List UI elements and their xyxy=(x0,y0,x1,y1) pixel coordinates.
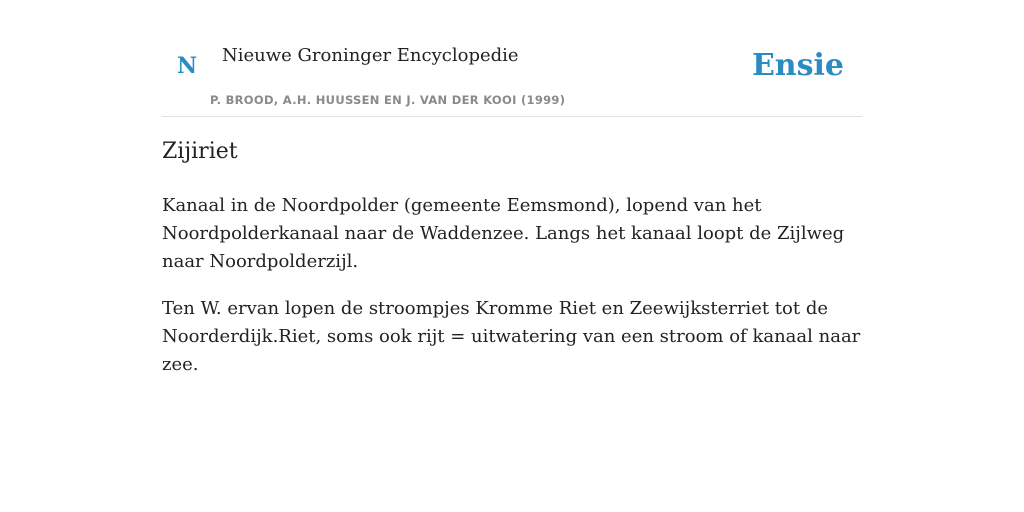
entry-paragraph: Ten W. ervan lopen de stroompjes Kromme Riet en Zeewijksterriet tot de Noorderdijk.Riet, soms ook rijt = uitwatering van een stroom of kanaal naar zee. xyxy=(162,298,861,375)
ensie-logo-link[interactable]: Ensie xyxy=(751,48,844,83)
book-logo-icon: N xyxy=(177,53,198,79)
entry-paragraph: Kanaal in de Noordpolder (gemeente Eemsmond), lopend van het Noordpolderkanaal naar de Waddenzee. Langs het kanaal loopt de Zijlweg naar Noordpolderzijl. xyxy=(162,195,845,272)
entry-title: Zijiriet xyxy=(162,139,238,164)
book-header xyxy=(162,0,862,117)
book-title[interactable]: Nieuwe Groninger Encyclopedie xyxy=(222,45,519,66)
page xyxy=(162,0,862,375)
book-authors: P. BROOD, A.H. HUUSSEN EN J. VAN DER KOOI (1999) xyxy=(210,93,566,107)
entry-body xyxy=(162,192,862,398)
